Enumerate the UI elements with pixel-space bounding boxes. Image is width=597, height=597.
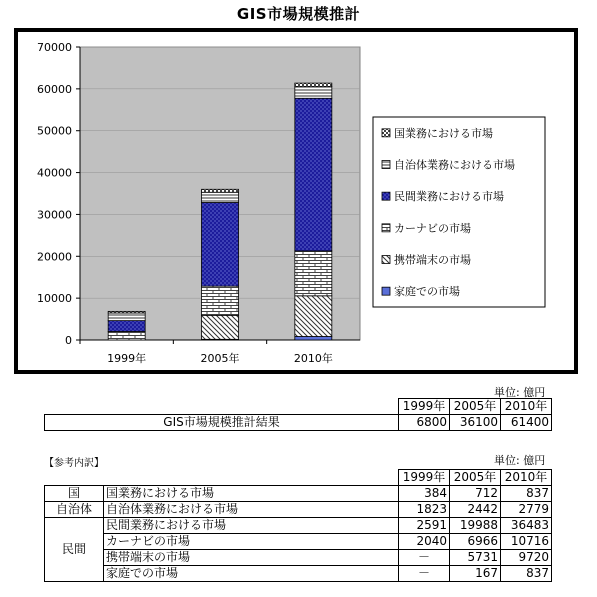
bar-segment: [108, 311, 145, 313]
table2-unit: 単位: 億円: [494, 454, 546, 467]
cell-value: 712: [450, 486, 501, 502]
cell-value: －: [399, 566, 450, 582]
bar-segment: [295, 98, 332, 251]
bar-segment: [295, 336, 332, 340]
table-row: [45, 534, 552, 550]
bar-segment: [202, 189, 239, 192]
table-row: [45, 486, 552, 502]
bar-segment: [295, 251, 332, 296]
cell-value: 167: [450, 566, 501, 582]
chart-title: GIS市場規模推計: [236, 5, 361, 23]
table-header-row: [45, 399, 552, 415]
legend-swatch: [382, 256, 390, 264]
y-tick-label: 50000: [37, 124, 72, 138]
cell-value: 6966: [450, 534, 501, 550]
row-label: カーナビの市場: [104, 534, 399, 550]
table-row: [45, 502, 552, 518]
group-label: 国: [45, 486, 104, 502]
cell-value: 2591: [399, 518, 450, 534]
row-label: 携帯端末の市場: [104, 550, 399, 566]
y-tick-label: 30000: [37, 208, 72, 222]
legend-swatch: [382, 287, 390, 295]
bar-segment: [202, 192, 239, 202]
row-label: 自治体業務における市場: [104, 502, 399, 518]
y-tick-label: 60000: [37, 82, 72, 96]
group-label: 自治体: [45, 502, 104, 518]
legend-label: 民間業務における市場: [394, 190, 504, 204]
legend-swatch: [382, 129, 390, 137]
legend-box: [373, 117, 545, 307]
legend-label: 自治体業務における市場: [394, 158, 515, 172]
table-header-row: [45, 470, 552, 486]
cell-value: 837: [501, 566, 552, 582]
group-label: 民間: [45, 518, 104, 582]
year-header: 1999年: [399, 399, 450, 415]
bar-segment: [202, 286, 239, 315]
row-label: 民間業務における市場: [104, 518, 399, 534]
cell-value: 10716: [501, 534, 552, 550]
plot-area: [37, 41, 360, 365]
cell-value: 36100: [450, 415, 501, 431]
legend-swatch: [382, 192, 390, 200]
year-header: 2010年: [501, 399, 552, 415]
table1-unit: 単位: 億円: [494, 386, 546, 399]
y-tick-label: 20000: [37, 250, 72, 264]
legend-label: カーナビの市場: [394, 221, 471, 235]
year-header: 1999年: [399, 470, 450, 486]
bar-segment: [295, 296, 332, 337]
legend-label: 家庭での市場: [394, 285, 460, 299]
y-tick-label: 40000: [37, 166, 72, 180]
cell-value: 5731: [450, 550, 501, 566]
legend: [373, 117, 545, 307]
cell-value: 1823: [399, 502, 450, 518]
table-row: [45, 550, 552, 566]
x-tick-label: 2005年: [200, 352, 240, 365]
stacked-bar-chart: [18, 32, 574, 370]
cell-value: 2040: [399, 534, 450, 550]
cell-value: 19988: [450, 518, 501, 534]
y-tick-label: 10000: [37, 292, 72, 306]
year-header: 2005年: [450, 470, 501, 486]
chart-frame: [14, 28, 578, 374]
x-tick-label: 2010年: [293, 352, 333, 365]
cell-value: 384: [399, 486, 450, 502]
legend-swatch: [382, 224, 390, 232]
cell-value: 61400: [501, 415, 552, 431]
bar-segment: [295, 87, 332, 99]
legend-label: 国業務における市場: [394, 126, 493, 140]
x-tick-label: 1999年: [107, 352, 147, 365]
table-row: [45, 518, 552, 534]
legend-label: 携帯端末の市場: [394, 253, 471, 267]
bar-segment: [108, 321, 145, 332]
cell-value: －: [399, 550, 450, 566]
table-row: [45, 415, 552, 431]
cell-value: 2442: [450, 502, 501, 518]
cell-value: 2779: [501, 502, 552, 518]
bar-segment: [202, 315, 239, 339]
bar-segment: [108, 313, 145, 321]
year-header: 2005年: [450, 399, 501, 415]
bar-segment: [108, 331, 145, 340]
market-total-table: [44, 398, 552, 431]
table-row: [45, 566, 552, 582]
row-label: 家庭での市場: [104, 566, 399, 582]
cell-value: 837: [501, 486, 552, 502]
cell-value: 9720: [501, 550, 552, 566]
row-label: 国業務における市場: [104, 486, 399, 502]
bar-segment: [202, 202, 239, 286]
year-header: 2010年: [501, 470, 552, 486]
y-tick-label: 0: [65, 334, 72, 347]
row-label: GIS市場規模推計結果: [45, 415, 399, 431]
breakdown-table: [44, 469, 552, 582]
bar-segment: [295, 83, 332, 87]
legend-swatch: [382, 161, 390, 169]
cell-value: 36483: [501, 518, 552, 534]
breakdown-heading: 【参考内訳】: [44, 458, 104, 469]
cell-value: 6800: [399, 415, 450, 431]
y-tick-label: 70000: [37, 41, 72, 54]
